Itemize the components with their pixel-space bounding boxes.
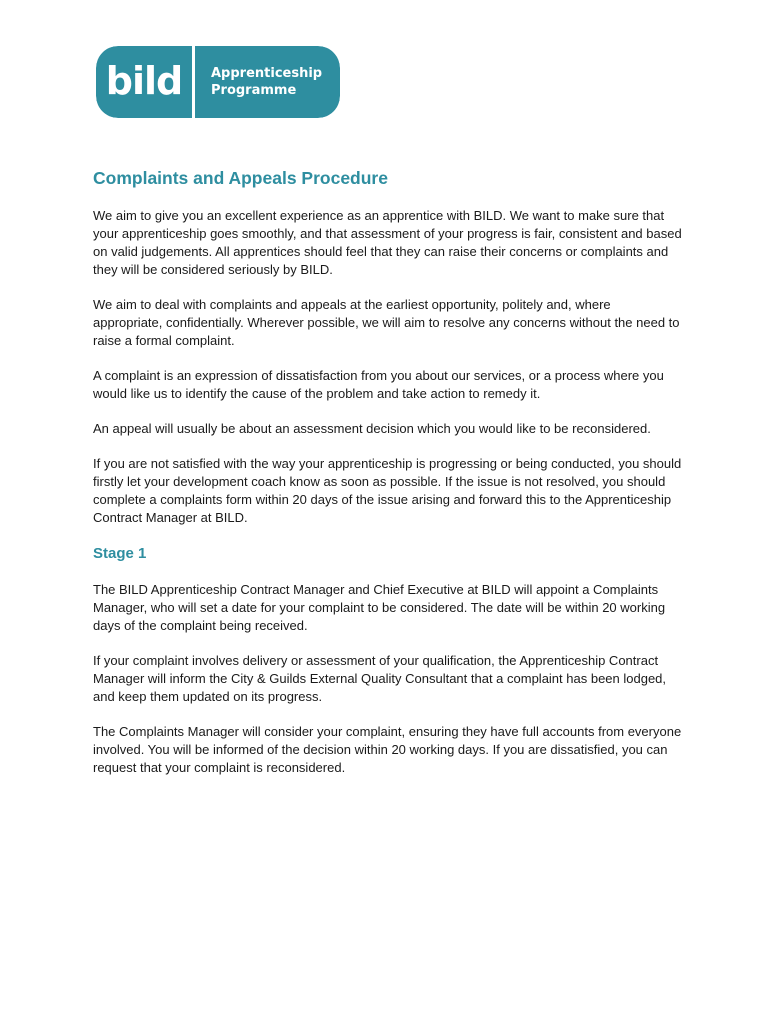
document-body [93, 166, 683, 794]
page-title: Complaints and Appeals Procedure [93, 168, 388, 188]
logo-wordmark: bild [105, 59, 183, 103]
intro-paragraph-3: A complaint is an expression of dissatisfaction from you about our services, or a process where you would like us to identify the cause of the problem and take action to remedy it. [93, 368, 664, 401]
logo-programme-panel [195, 46, 340, 118]
stage-1-heading: Stage 1 [93, 545, 147, 562]
logo-line-2: Programme [211, 83, 297, 98]
stage-1-paragraph-2: If your complaint involves delivery or assessment of your qualification, the Apprenticeship Contract Manager will inform the City & Guilds External Quality Consultant that a complaint has been lodged, and keep them updated on its progress. [93, 653, 667, 704]
stage-1-paragraph-1: The BILD Apprenticeship Contract Manager and Chief Executive at BILD will appoint a Complaints Manager, who will set a date for your complaint to be considered. The date will be within 20 working days of the complaint being received. [93, 582, 666, 633]
stage-1-paragraph-3: The Complaints Manager will consider your complaint, ensuring they have full accounts from everyone involved. You will be informed of the decision within 20 working days. If you are dissatisfied, you can request that your complaint is reconsidered. [93, 724, 682, 775]
logo-wordmark-panel [96, 46, 192, 118]
intro-paragraph-5: If you are not satisfied with the way your apprenticeship is progressing or being conducted, you should firstly let your development coach know as soon as possible. If the issue is not resolved, you should complete a complaints form within 20 days of the issue arising and forward this to the Apprenticeship Contract Manager at BILD. [93, 456, 682, 525]
logo-line-1: Apprenticeship [211, 66, 323, 81]
intro-paragraph-1: We aim to give you an excellent experience as an apprentice with BILD. We want to make sure that your apprenticeship goes smoothly, and that assessment of your progress is fair, consistent and based on valid judgements. All apprentices should feel that they can raise their concerns or complaints and they will be considered seriously by BILD. [93, 208, 682, 277]
intro-paragraph-4: An appeal will usually be about an assessment decision which you would like to be reconsidered. [93, 421, 651, 436]
intro-paragraph-2: We aim to deal with complaints and appeals at the earliest opportunity, politely and, where appropriate, confidentially. Wherever possible, we will aim to resolve any concerns without the need to raise a formal complaint. [93, 297, 680, 348]
bild-logo [96, 46, 340, 118]
